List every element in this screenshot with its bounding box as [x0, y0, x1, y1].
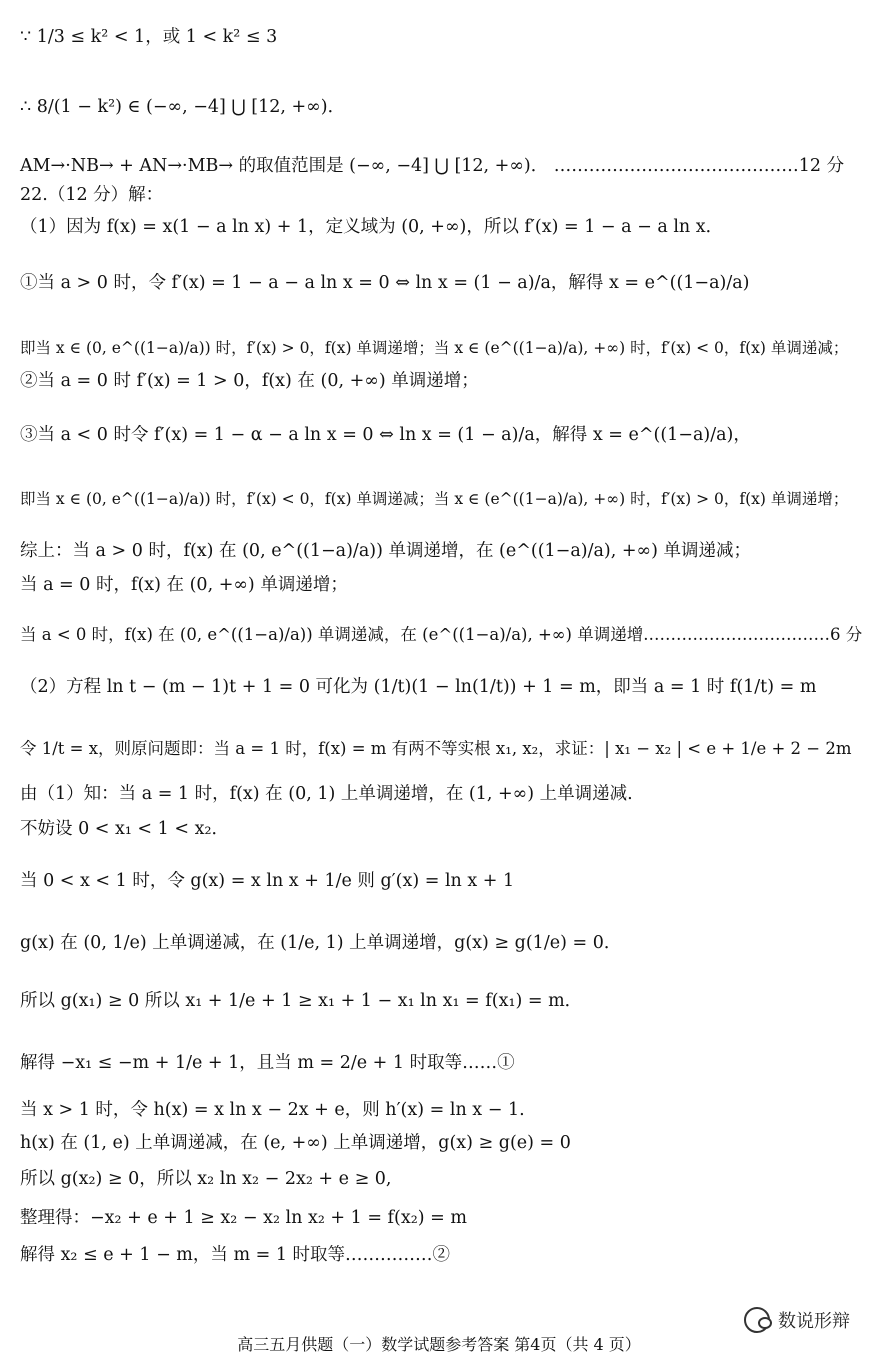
text-line: 令 1/t = x，则原问题即：当 a = 1 时，f(x) = m 有两不等实根 x₁, x₂，求证：| x₁ − x₂ | < e + 1/e + 2 − 2m [20, 739, 852, 758]
wechat-icon [744, 1307, 770, 1333]
text-line: 综上：当 a > 0 时，f(x) 在 (0, e^((1−a)/a)) 单调递增，在 (e^((1−a)/a), +∞) 单调递减； [20, 541, 752, 561]
text-line: ③当 a < 0 时令 f′(x) = 1 − α − a ln x = 0 ⇔ ln x = (1 − a)/a，解得 x = e^((1−a)/a)， [20, 425, 751, 445]
text-line: ①当 a > 0 时，令 f′(x) = 1 − a − a ln x = 0 ⇔ ln x = (1 − a)/a，解得 x = e^((1−a)/a) [20, 273, 750, 293]
text-line: 由（1）知：当 a = 1 时，f(x) 在 (0, 1) 上单调递增，在 (1, +∞) 上单调递减. [20, 784, 633, 804]
text-line: 整理得：−x₂ + e + 1 ≥ x₂ − x₂ ln x₂ + 1 = f(x₂) = m [20, 1208, 467, 1228]
text-line: 22.（12 分）解： [20, 185, 164, 205]
text-line: 解得 −x₁ ≤ −m + 1/e + 1，且当 m = 2/e + 1 时取等……① [20, 1053, 515, 1073]
text-line: ∵ 1/3 ≤ k² < 1，或 1 < k² ≤ 3 [20, 27, 278, 47]
text-line: 所以 g(x₂) ≥ 0，所以 x₂ ln x₂ − 2x₂ + e ≥ 0, [20, 1169, 392, 1189]
text-line: 当 0 < x < 1 时，令 g(x) = x ln x + 1/e 则 g′(x) = ln x + 1 [20, 871, 515, 891]
text-line: 当 x > 1 时，令 h(x) = x ln x − 2x + e，则 h′(x) = ln x − 1. [20, 1100, 525, 1120]
text-line: g(x) 在 (0, 1/e) 上单调递减，在 (1/e, 1) 上单调递增，g(x) ≥ g(1/e) = 0． [20, 933, 622, 953]
text-line: （2）方程 ln t − (m − 1)t + 1 = 0 可化为 (1/t)(1 − ln(1/t)) + 1 = m，即当 a = 1 时 f(1/t) = m [20, 677, 817, 697]
text-line: 解得 x₂ ≤ e + 1 − m，当 m = 1 时取等……………② [20, 1245, 451, 1265]
text-line: h(x) 在 (1, e) 上单调递减，在 (e, +∞) 上单调递增，g(x) ≥ g(e) = 0 [20, 1133, 571, 1153]
watermark [744, 1307, 850, 1333]
text-line: AM→·NB→ + AN→·MB→ 的取值范围是 (−∞, −4] ⋃ [12, +∞)． ……………………………………12 分 [20, 156, 845, 176]
watermark-text: 数说形辩 [778, 1311, 850, 1332]
text-line: 即当 x ∈ (0, e^((1−a)/a)) 时，f′(x) < 0，f(x) 单调递减；当 x ∈ (e^((1−a)/a), +∞) 时，f′(x) > 0，f(x) 单调递增； [20, 490, 849, 508]
text-line: 即当 x ∈ (0, e^((1−a)/a)) 时，f′(x) > 0，f(x) 单调递增；当 x ∈ (e^((1−a)/a), +∞) 时，f′(x) < 0，f(x) 单调递减； [20, 339, 849, 357]
text-line: 当 a = 0 时，f(x) 在 (0, +∞) 单调递增； [20, 575, 348, 595]
text-line: 所以 g(x₁) ≥ 0 所以 x₁ + 1/e + 1 ≥ x₁ + 1 − x₁ ln x₁ = f(x₁) = m． [20, 991, 583, 1011]
text-line: 当 a < 0 时，f(x) 在 (0, e^((1−a)/a)) 单调递减，在 (e^((1−a)/a), +∞) 单调递增.……………………………6 分 [20, 625, 863, 644]
page-footer: 高三五月供题（一）数学试题参考答案 第4页（共 4 页） [237, 1335, 641, 1354]
text-line: 不妨设 0 < x₁ < 1 < x₂． [20, 819, 229, 839]
text-line: ②当 a = 0 时 f′(x) = 1 > 0，f(x) 在 (0, +∞) 单调递增； [20, 371, 479, 391]
text-line: （1）因为 f(x) = x(1 − a ln x) + 1，定义域为 (0, +∞)，所以 f′(x) = 1 − a − a ln x． [20, 217, 724, 237]
text-line: ∴ 8/(1 − k²) ∈ (−∞, −4] ⋃ [12, +∞)． [20, 97, 346, 117]
